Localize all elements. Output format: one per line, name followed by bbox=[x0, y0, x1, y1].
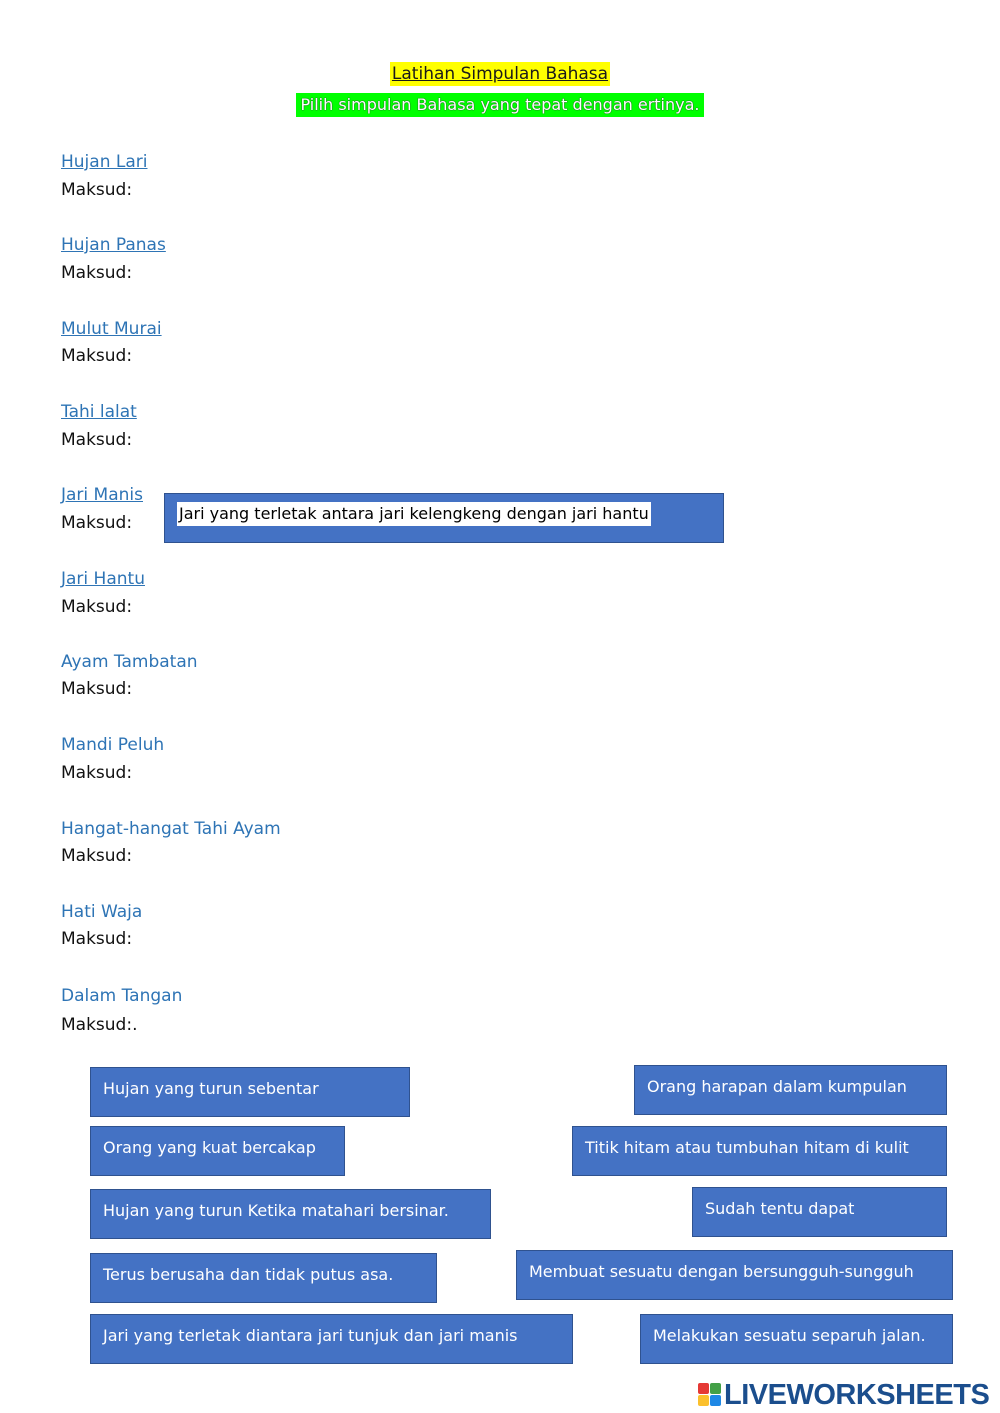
answer-chip[interactable]: Membuat sesuatu dengan bersungguh-sungguh bbox=[516, 1250, 953, 1300]
maksud-label: Maksud:. bbox=[61, 1015, 138, 1035]
term-hangat-hangat-tahi-ayam: Hangat-hangat Tahi Ayam bbox=[61, 819, 281, 839]
term-jari-manis[interactable]: Jari Manis bbox=[61, 485, 143, 505]
maksud-label: Maksud: bbox=[61, 846, 133, 866]
maksud-label: Maksud: bbox=[61, 763, 133, 783]
term-mandi-peluh: Mandi Peluh bbox=[61, 735, 165, 755]
instruction-text: Pilih simpulan Bahasa yang tepat dengan ertinya. bbox=[296, 93, 703, 117]
answer-chip[interactable]: Melakukan sesuatu separuh jalan. bbox=[640, 1314, 953, 1364]
maksud-label: Maksud: bbox=[61, 430, 133, 450]
page-header bbox=[0, 62, 1000, 86]
answer-chip[interactable]: Hujan yang turun Ketika matahari bersinar. bbox=[90, 1189, 491, 1239]
answer-chip[interactable]: Orang yang kuat bercakap bbox=[90, 1126, 345, 1176]
maksud-label: Maksud: bbox=[61, 929, 133, 949]
term-hujan-lari[interactable]: Hujan Lari bbox=[61, 152, 148, 172]
liveworksheets-logo bbox=[698, 1377, 994, 1411]
answer-chip[interactable]: Sudah tentu dapat bbox=[692, 1187, 947, 1237]
answer-chip[interactable]: Hujan yang turun sebentar bbox=[90, 1067, 410, 1117]
answer-chip[interactable]: Jari yang terletak diantara jari tunjuk dan jari manis bbox=[90, 1314, 573, 1364]
answer-chip[interactable]: Titik hitam atau tumbuhan hitam di kulit bbox=[572, 1126, 947, 1176]
page-title: Latihan Simpulan Bahasa bbox=[391, 64, 609, 84]
logo-mark-icon bbox=[698, 1383, 722, 1407]
drop-slot-jari-manis[interactable] bbox=[164, 493, 724, 543]
placed-answer-text: Jari yang terletak antara jari kelengkeng dengan jari hantu bbox=[177, 502, 651, 526]
term-jari-hantu[interactable]: Jari Hantu bbox=[61, 569, 145, 589]
maksud-label: Maksud: bbox=[61, 513, 133, 533]
term-hati-waja: Hati Waja bbox=[61, 902, 143, 922]
maksud-label: Maksud: bbox=[61, 180, 133, 200]
term-dalam-tangan: Dalam Tangan bbox=[61, 986, 183, 1006]
answer-chip[interactable]: Orang harapan dalam kumpulan bbox=[634, 1065, 947, 1115]
term-mulut-murai[interactable]: Mulut Murai bbox=[61, 319, 162, 339]
answer-chip[interactable]: Terus berusaha dan tidak putus asa. bbox=[90, 1253, 437, 1303]
maksud-label: Maksud: bbox=[61, 346, 133, 366]
logo-text: LIVEWORKSHEETS bbox=[724, 1379, 990, 1411]
maksud-label: Maksud: bbox=[61, 679, 133, 699]
term-tahi-lalat[interactable]: Tahi lalat bbox=[61, 402, 137, 422]
term-ayam-tambatan: Ayam Tambatan bbox=[61, 652, 198, 672]
maksud-label: Maksud: bbox=[61, 597, 133, 617]
instruction-wrap bbox=[0, 93, 1000, 117]
maksud-label: Maksud: bbox=[61, 263, 133, 283]
term-hujan-panas[interactable]: Hujan Panas bbox=[61, 235, 166, 255]
